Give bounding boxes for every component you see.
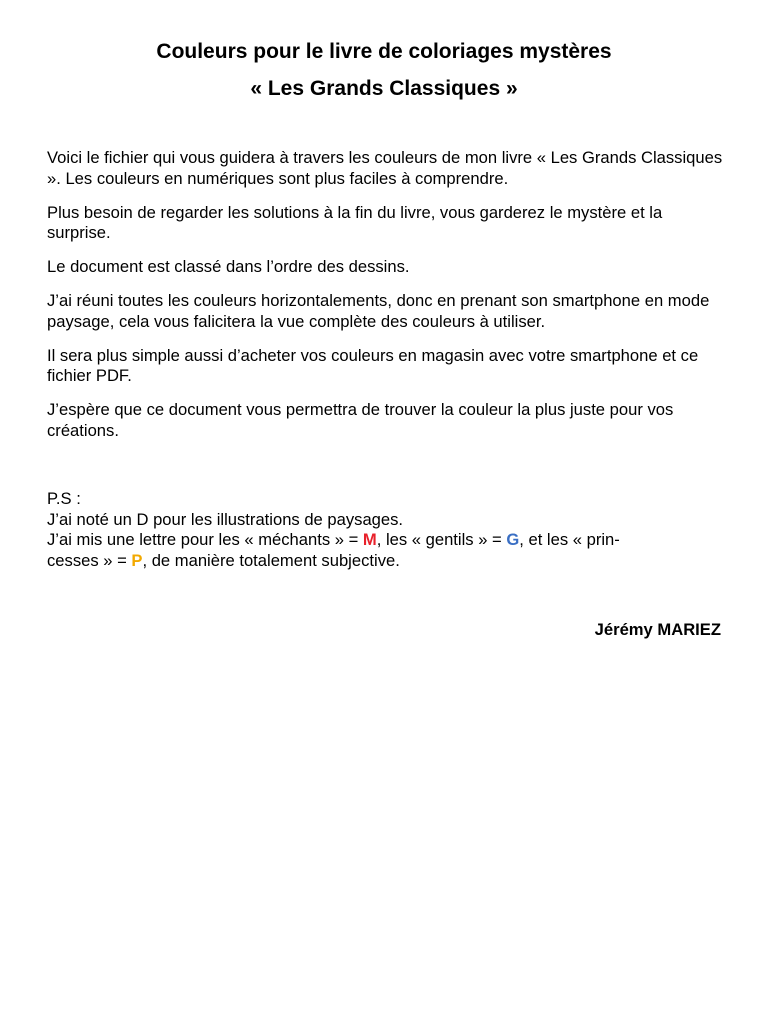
paragraph-horizontal: J’ai réuni toutes les couleurs horizontalements, donc en prenant son smartphone en mode paysage, cela vous falicitera la vue complète des couleurs à utiliser. <box>47 291 710 331</box>
ps-line-landscapes: J’ai noté un D pour les illustrations de paysages. <box>47 509 404 529</box>
ps-text: , de manière totalement subjective. <box>142 550 400 570</box>
ps-heading: P.S : <box>47 489 81 508</box>
ps-line-letters <box>47 530 727 551</box>
author-signature: Jérémy MARIEZ <box>594 620 721 639</box>
paragraph-order: Le document est classé dans l’ordre des dessins. <box>47 257 410 276</box>
letter-princesses: P <box>131 550 143 570</box>
ps-line-princesses <box>47 551 727 572</box>
paragraph-solutions: Plus besoin de regarder les solutions à la fin du livre, vous garderez le mystère et la surprise. <box>47 202 663 242</box>
letter-mechants: M <box>362 530 377 549</box>
paragraph-intro: Voici le fichier qui vous guidera à travers les couleurs de mon livre « Les Grands Classiques ». Les couleurs en numériques sont plus faciles à comprendre. <box>47 148 723 188</box>
document-subtitle: « Les Grands Classiques » <box>250 77 518 100</box>
intro-body <box>47 148 727 455</box>
ps-text: cesses » = <box>47 550 132 570</box>
document-title: Couleurs pour le livre de coloriages mystères <box>156 40 612 63</box>
ps-text: J’ai mis une lettre pour les « méchants » = <box>47 530 363 549</box>
paragraph-shopping: Il sera plus simple aussi d’acheter vos couleurs en magasin avec votre smartphone et ce fichier PDF. <box>47 345 699 385</box>
ps-text: , et les « prin- <box>519 530 620 549</box>
paragraph-hope: J’espère que ce document vous permettra de trouver la couleur la plus juste pour vos créations. <box>47 400 674 440</box>
letter-gentils: G <box>506 530 520 549</box>
ps-text: , les « gentils » = <box>376 530 507 549</box>
postscript <box>47 489 727 571</box>
